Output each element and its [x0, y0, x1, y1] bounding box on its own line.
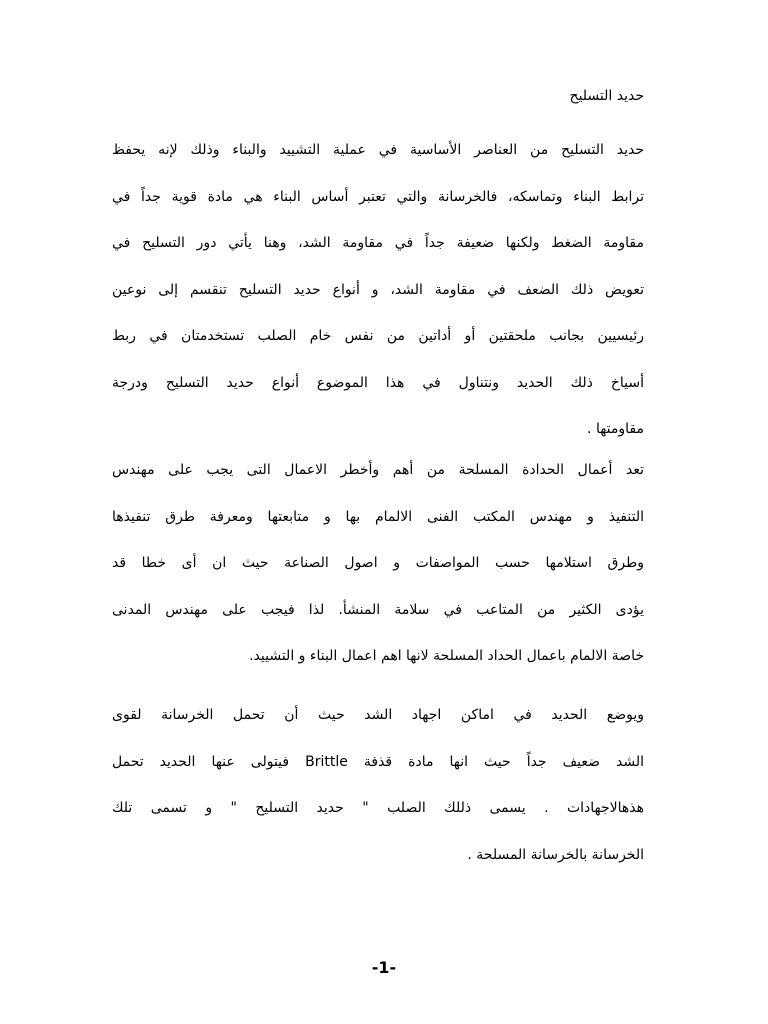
paragraph-reinforcement-works	[112, 455, 644, 688]
paragraph-line: وطرق استلامها حسب المواصفات و اصول الصناعة حيث ان أى خطا قد	[112, 555, 644, 571]
paragraph-line: الشد ضعيف جداً حيث انها مادة قذفة Brittle فيتولى عنها الحديد تحمل	[112, 753, 644, 770]
paragraph-line: ترابط البناء وتماسكه، فالخرسانة والتي تعتبر أساس البناء هي مادة قوية جداً في	[112, 188, 644, 205]
paragraph-steel-intro	[112, 135, 644, 461]
paragraph-line: يؤدى الكثير من المتاعب في سلامة المنشأ. لذا فيجب على مهندس المدنى	[112, 601, 644, 618]
paragraph-line: تعد أعمال الحدادة المسلحة من أهم وأخطر الاعمال التى يجب على مهندس	[112, 462, 644, 478]
paragraph-line: التنفيذ و مهندس المكتب الفنى الالمام بها و متابعتها ومعرفة طرق تنفيذها	[112, 508, 644, 525]
document-title: حديد التسليح	[569, 88, 644, 104]
paragraph-line: الخرسانة بالخرسانة المسلحة .	[467, 846, 644, 863]
paragraph-line: رئيسيين بجانب ملحقتين أو أداتين من نفس خام الصلب تستخدمتان في ربط	[112, 328, 644, 344]
paragraph-line: حديد التسليح من العناصر الأساسية في عملية التشييد والبناء وذلك لإنه يحفظ	[112, 142, 644, 158]
paragraph-line: تعويض ذلك الضعف في مقاومة الشد، و أنواع حديد التسليح تنقسم إلى نوعين	[112, 281, 644, 298]
paragraph-line: مقاومة الضغط ولكنها ضعيفة جداً في مقاومة الشد، وهنا يأتي دور التسليح في	[112, 235, 644, 251]
paragraph-line: مقاومتها .	[587, 421, 644, 437]
paragraph-line: هذهالاجهادات . يسمى ذللك الصلب " حديد التسليح " و تسمى تلك	[112, 800, 644, 816]
page-number: -1-	[371, 958, 397, 977]
paragraph-line: أسياخ ذلك الحديد ونتناول في هذا الموضوع أنواع حديد التسليح ودرجة	[112, 374, 644, 391]
paragraph-tension-zones	[112, 700, 644, 886]
paragraph-line: ويوضع الحديد في اماكن اجهاد الشد حيث أن تحمل الخرسانة لقوى	[112, 707, 644, 723]
paragraph-line: خاصة الالمام باعمال الحداد المسلحة لانها اهم اعمال البناء و التشييد.	[249, 648, 644, 664]
